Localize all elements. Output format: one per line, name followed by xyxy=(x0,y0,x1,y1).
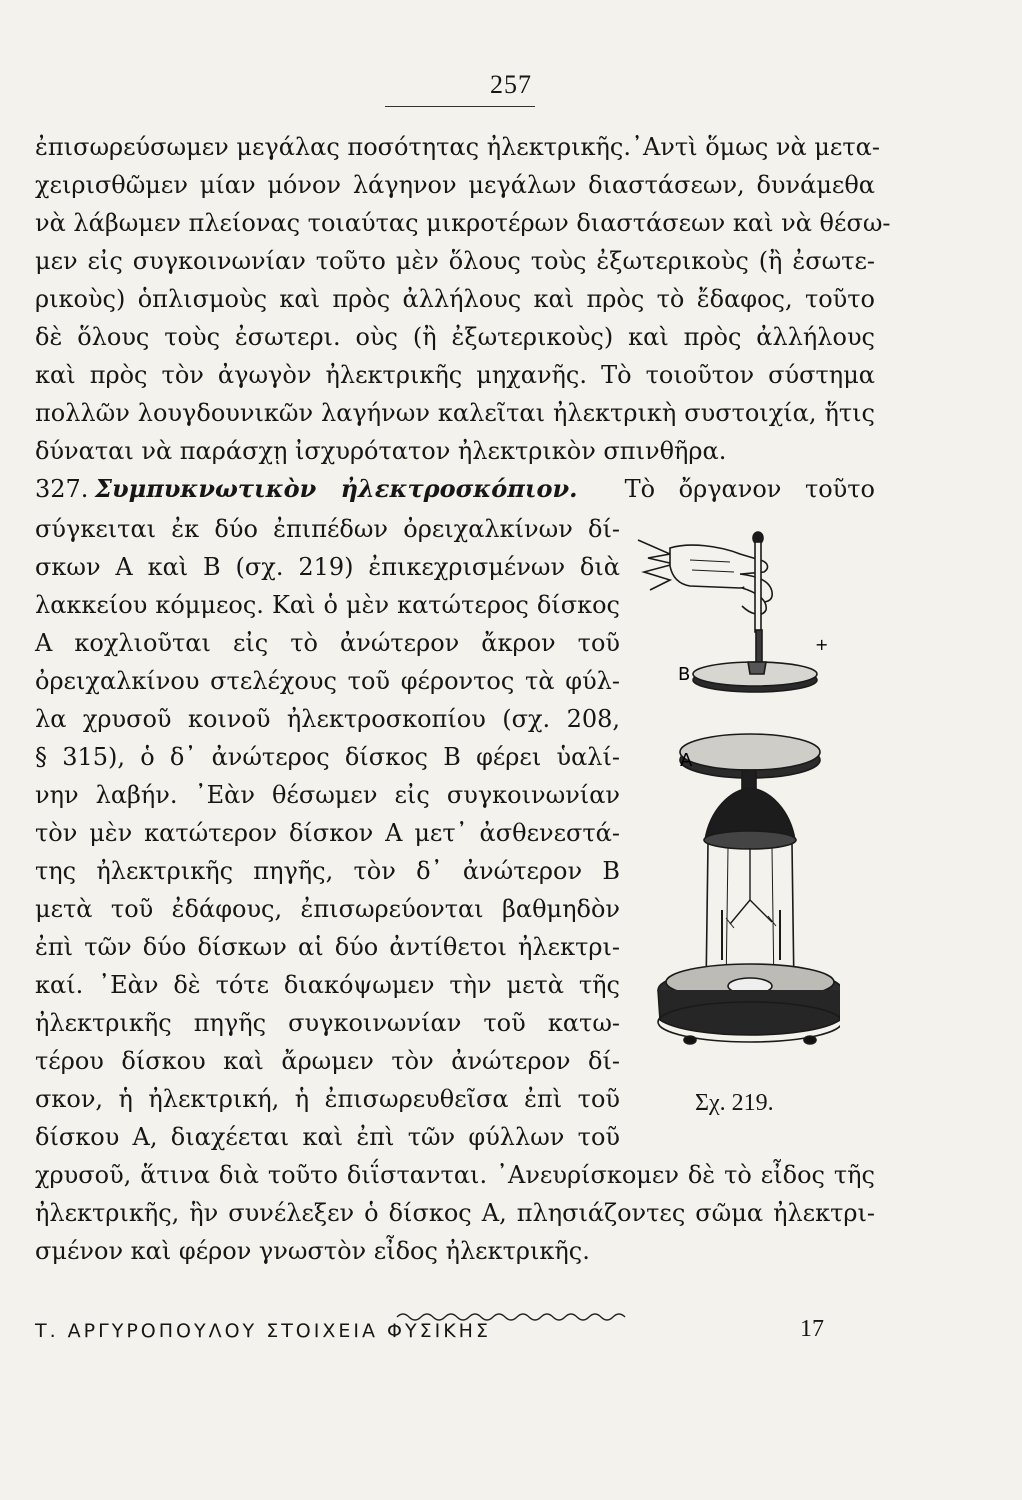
section-number: 327. xyxy=(35,475,89,503)
text-line: ἠλεκτρικῆς, ἣν συνέλεξεν ὁ δίσκος Α, πλησιάζοντες σῶμα ἠλεκτρι- xyxy=(35,1199,875,1227)
text-line: δὲ ὅλους τοὺς ἐσωτερι. οὺς (ἢ ἐξωτερικοὺς) καὶ πρὸς ἀλλήλους xyxy=(35,323,875,351)
text-line: σύγκειται ἐκ δύο ἐπιπέδων ὀρειχαλκίνων δί- xyxy=(35,515,620,543)
label-b: Β xyxy=(678,664,691,685)
text-line: § 315), ὁ δ᾽ ἀνώτερος δίσκος Β φέρει ὑαλί- xyxy=(35,743,620,771)
glass-handle xyxy=(753,532,763,670)
text-line: Α κοχλιοῦται εἰς τὸ ἀνώτερον ἄκρον τοῦ xyxy=(35,629,620,657)
section-heading-line xyxy=(35,470,875,508)
text-line: καί. ᾽Εὰν δὲ τότε διακόψωμεν τὴν μετὰ τῆς xyxy=(35,971,620,999)
figure-caption: Σχ. 219. xyxy=(695,1090,774,1116)
text-line: δύναται νὰ παράσχῃ ἰσχυρότατον ἠλεκτρικὸν σπινθῆρα. xyxy=(35,437,727,465)
text-line: νην λαβήν. ᾽Εὰν θέσωμεν εἰς συγκοινωνίαν xyxy=(35,781,620,809)
text-line: νὰ λάβωμεν πλείονας τοιαύτας μικροτέρων διαστάσεων καὶ νὰ θέσω- xyxy=(35,209,891,237)
text-line: ὀρειχαλκίνου στελέχους τοῦ φέροντος τὰ φύλ- xyxy=(35,667,620,695)
footer-book-title: Τ. ΑΡΓΥΡΟΠΟΥΛΟΥ ΣΤΟΙΧΕΙΑ ΦΥΣΙΚΗΣ xyxy=(35,1320,491,1342)
text-line: χρυσοῦ, ἅτινα διὰ τοῦτο διΐστανται. ᾽Ανευρίσκομεν δὲ τὸ εἶδος τῆς xyxy=(35,1161,875,1189)
text-line: σκων Α καὶ Β (σχ. 219) ἐπικεχρισμένων διὰ xyxy=(35,553,620,581)
text-line: της ἠλεκτρικῆς πηγῆς, τὸν δ᾽ ἀνώτερον Β xyxy=(35,857,620,885)
text-line: σκον, ἡ ἠλεκτρική, ἡ ἐπισωρευθεῖσα ἐπὶ τοῦ xyxy=(35,1085,620,1113)
signature-number: 17 xyxy=(800,1316,824,1342)
text-line: χειρισθῶμεν μίαν μόνον λάγηνον μεγάλων διαστάσεων, δυνάμεθα xyxy=(35,171,875,199)
gold-leaves xyxy=(722,848,780,960)
label-a: Α xyxy=(680,750,693,771)
section-title-rest: Τὸ ὄργανον τοῦτο xyxy=(624,475,875,503)
plus-sign: + xyxy=(815,635,829,654)
text-line: καὶ πρὸς τὸν ἀγωγὸν ἠλεκτρικῆς μηχανῆς. Τὸ τοιοῦτον σύστημα xyxy=(35,361,875,389)
text-line: δίσκου Α, διαχέεται καὶ ἐπὶ τῶν φύλλων τοῦ xyxy=(35,1123,620,1151)
base xyxy=(658,964,840,1044)
text-line: τὸν μὲν κατώτερον δίσκον Α μετ᾽ ἀσθενεστά- xyxy=(35,819,620,847)
header-rule xyxy=(385,106,535,107)
text-line: ἐπισωρεύσωμεν μεγάλας ποσότητας ἠλεκτρικῆς.᾽Αντὶ ὅμως νὰ μετα- xyxy=(35,133,880,161)
text-line: μεν εἰς συγκοινωνίαν τοῦτο μὲν ὅλους τοὺς ἐξωτερικοὺς (ἢ ἐσωτε- xyxy=(35,247,875,275)
text-line: ἐπὶ τῶν δύο δίσκων αἱ δύο ἀντίθετοι ἠλεκτρι- xyxy=(35,933,620,961)
upper-disk-b xyxy=(693,662,817,692)
page-number: 257 xyxy=(490,70,532,99)
text-line: σμένον καὶ φέρον γνωστὸν εἶδος ἠλεκτρικῆς. xyxy=(35,1237,590,1265)
text-line: ρικοὺς) ὁπλισμοὺς καὶ πρὸς ἀλλήλους καὶ πρὸς τὸ ἔδαφος, τοῦτο xyxy=(35,285,875,313)
text-line: πολλῶν λουγδουνικῶν λαγήνων καλεῖται ἠλεκτρικὴ συστοιχία, ἥτις xyxy=(35,399,875,427)
text-line: μετὰ τοῦ ἐδάφους, ἐπισωρεύονται βαθμηδὸν xyxy=(35,895,620,923)
text-line: τέρου δίσκου καὶ ἄρωμεν τὸν ἀνώτερον δί- xyxy=(35,1047,620,1075)
section-title: Συμπυκνωτικὸν ἠλεκτροσκόπιον. xyxy=(95,474,578,503)
lower-disk-a xyxy=(680,734,820,790)
electroscope-figure xyxy=(630,520,840,1110)
hand-illustration xyxy=(638,540,772,614)
text-line: λα χρυσοῦ κοινοῦ ἠλεκτροσκοπίου (σχ. 208, xyxy=(35,705,620,733)
text-line: ἠλεκτρικῆς πηγῆς συγκοινωνίαν τοῦ κατω- xyxy=(35,1009,620,1037)
text-line: λακκείου κόμμεος. Καὶ ὁ μὲν κατώτερος δίσκος xyxy=(35,591,620,619)
